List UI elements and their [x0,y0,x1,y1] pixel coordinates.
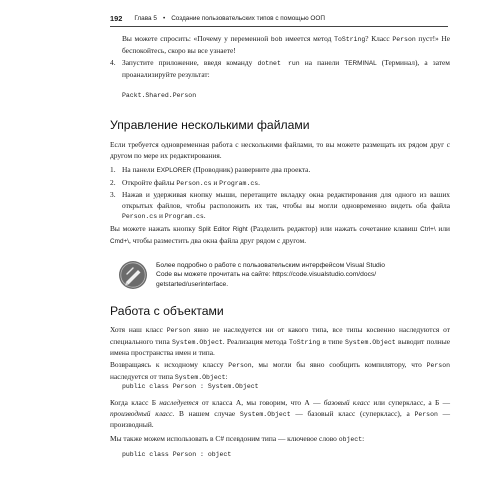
code-snippet-object-keyword: public class Person : object [122,451,232,458]
files-steps-list [110,165,450,223]
page-number: 192 [110,13,123,23]
list-item: 2. Откройте файлы Person.cs и Program.cs. [110,177,261,187]
code-snippet-system-object: public class Person : System.Object [122,383,259,390]
chapter-title: Создание пользовательских типов с помощью ООП [171,14,325,22]
inline-code: bob [270,36,283,43]
section-title: Работа с объектами [110,304,224,318]
running-header [110,10,448,27]
intro-paragraph: Вы можете спросить: «Почему у переменной bob имеется метод ToString? Класс Person пуст!» Не беспокойтесь, скоро вы все узнаете! [122,34,450,55]
header-bullet: • [162,14,166,22]
note-text: Более подробно о работе с пользовательским интерфейсом Visual Studio Code вы можете прочитать на сайте: https://code.visualstudio.com/docs/ getstarted/userinterface. [156,261,385,288]
step-4 [110,58,450,80]
info-note [118,260,438,290]
inline-code: ToString [334,36,366,43]
section-heading-files [110,118,450,132]
section-title: Управление несколькими файлами [110,118,310,132]
list-item: 1. На панели EXPLORER (Проводник) разверните два проекта. [110,165,311,174]
split-editor-paragraph: Вы можете нажать кнопку Split Editor Right (Разделить редактор) или нажать сочетание клавиш Ctrl+\ или Cmd+\, чтобы разместить два окна файла друг рядом с другом. [110,224,450,245]
step-text: Запустите приложение, введя команду dotnet run на панели TERMINAL (Терминал), а затем проанализируйте результат: [122,58,450,79]
objects-paragraph-3: Когда класс Б наследуется от класса А, мы говорим, что А — базовый класс или суперкласс, а Б — производный класс. В нашем случае System.Object — базовый класс (суперкласс), а Person — производный. [110,398,450,430]
section-heading-objects [110,304,450,318]
list-item: 3. Нажав и удерживая кнопку мыши, перетащите вкладку окна редактирования для одного из ваших открытых файлов, чтобы расположить их так, чтобы вы могли одновременно видеть оба файла Person.cs и Program.cs. [110,190,450,221]
pencil-note-icon [118,260,148,290]
objects-paragraph-1: Хотя наш класс Person явно не наследуется ни от какого типа, все типы косвенно наследуются от специального типа System.Object. Реализация метода ToString в типе System.Object выводит полные имена пространства имен и типа. [110,325,451,358]
section1-intro: Если требуется одновременная работа с несколькими файлами, то вы можете размещать их рядом друг с другом по мере их редактирования. [110,140,450,160]
step-number: 4. [110,58,116,67]
objects-paragraph-4: Мы также можем использовать в C# псевдоним типа — ключевое слово object: [110,434,365,443]
objects-paragraph-2: Возвращаясь к исходному классу Person, мы могли бы явно сообщить компилятору, что Person наследуется от типа System.Object: [110,360,450,381]
chapter-label: Глава 5 [134,14,157,22]
inline-code: Person [392,36,416,43]
console-output: Packt.Shared.Person [122,92,197,99]
